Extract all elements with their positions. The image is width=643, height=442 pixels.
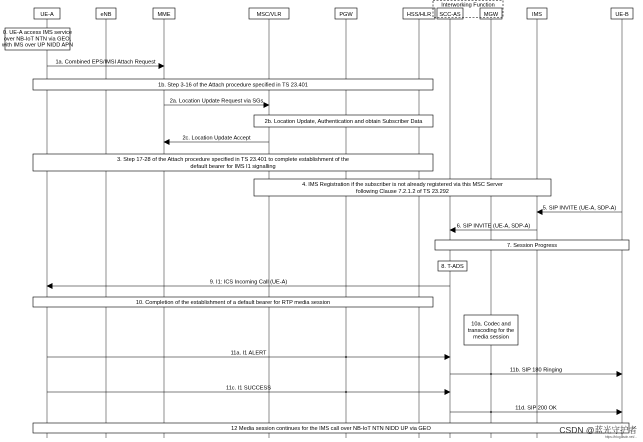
box-text-b10a-0: 10a. Codec and bbox=[471, 321, 511, 328]
box-text-b3-0: 3. Step 17-28 of the Attach procedure specified in TS 23.401 to complete establishment of the bbox=[117, 157, 349, 164]
watermark-text: CSDN @蓝光守护者 bbox=[559, 425, 637, 435]
box-text-b2b-0: 2b. Location Update, Authentication and obtain Subscriber Data bbox=[264, 119, 423, 125]
message-label-m9: 9. I1: ICS Incoming Call (UE-A) bbox=[209, 279, 288, 286]
message-label-m11c: 11c. I1 SUCCESS bbox=[226, 385, 271, 392]
entity-label-pgw: PGW bbox=[339, 12, 353, 18]
entity-label-mgw: MGW bbox=[483, 12, 499, 18]
message-label-m11d: 11d. SIP 200 OK bbox=[515, 405, 557, 412]
message-label-m11a: 11a. I1 ALERT bbox=[230, 350, 267, 357]
entity-label-ue_a: UE-A bbox=[40, 12, 54, 18]
message-label-m2c: 2c. Location Update Accept bbox=[182, 135, 251, 142]
box-text-b10a-1: transcoding for the bbox=[467, 328, 515, 334]
entity-label-scc: SCC-AS bbox=[439, 12, 461, 18]
note-0-line-2: with IMS over UP NIDD APN bbox=[1, 42, 74, 49]
box-text-b12-0: 12 Media session continues for the IMS call over NB-IoT NTN NIDD UP via GEO bbox=[231, 426, 431, 432]
entity-label-ims: IMS bbox=[532, 12, 542, 18]
crossing-dot-0 bbox=[345, 356, 347, 358]
box-text-b4-1: following Clause 7.2.1.2 of TS 23.292 bbox=[356, 188, 449, 195]
entity-label-ue_b: UE-B bbox=[615, 12, 629, 18]
entity-label-enb: eNB bbox=[100, 12, 112, 18]
box-text-b10-0: 10. Completion of the establishment of a default bearer for RTP media session bbox=[135, 300, 331, 306]
message-label-m1a: 1a. Combined EPS/IMSI Attach Request bbox=[55, 59, 156, 66]
message-label-m6: 6. SIP INVITE (UE-A, SDP-A) bbox=[456, 223, 531, 230]
box-text-b7-0: 7. Session Progress bbox=[506, 243, 558, 249]
message-label-m5: 5. SIP INVITE (UE-A, SDP-A) bbox=[542, 205, 617, 212]
box-text-b1b-0: 1b. Step 3-16 of the Attach procedure specified in TS 23.401 bbox=[158, 82, 308, 89]
box-text-b8-0: 8. T-ADS bbox=[441, 264, 464, 270]
box-text-b4-0: 4. IMS Registration if the subscriber is not already registered via this MSC Server bbox=[302, 182, 503, 189]
message-label-m2a: 2a. Location Update Request via SGs bbox=[169, 98, 264, 105]
interworking-function-label: Interworking Function bbox=[441, 2, 495, 9]
crossing-dot-1 bbox=[345, 391, 347, 393]
crossing-dot-2 bbox=[490, 373, 492, 375]
entity-label-hss: HSS/HLR bbox=[406, 12, 432, 18]
note-0-line-1: over NB-IoT NTN via GEO, bbox=[3, 36, 72, 43]
box-text-b10a-2: media session bbox=[473, 334, 509, 341]
watermark-url: https://blog.csdn.net/... bbox=[604, 435, 637, 439]
message-label-m11b: 11b. SIP 180 Ringing bbox=[509, 367, 563, 374]
box-text-b3-1: default bearer for IMS I1 signalling bbox=[190, 163, 276, 170]
note-0-line-0: 0. UE-A access IMS service bbox=[2, 30, 73, 36]
entity-label-msc: MSC/VLR bbox=[256, 12, 282, 18]
crossing-dot-3 bbox=[490, 411, 492, 413]
entity-label-mme: MME bbox=[157, 12, 171, 18]
